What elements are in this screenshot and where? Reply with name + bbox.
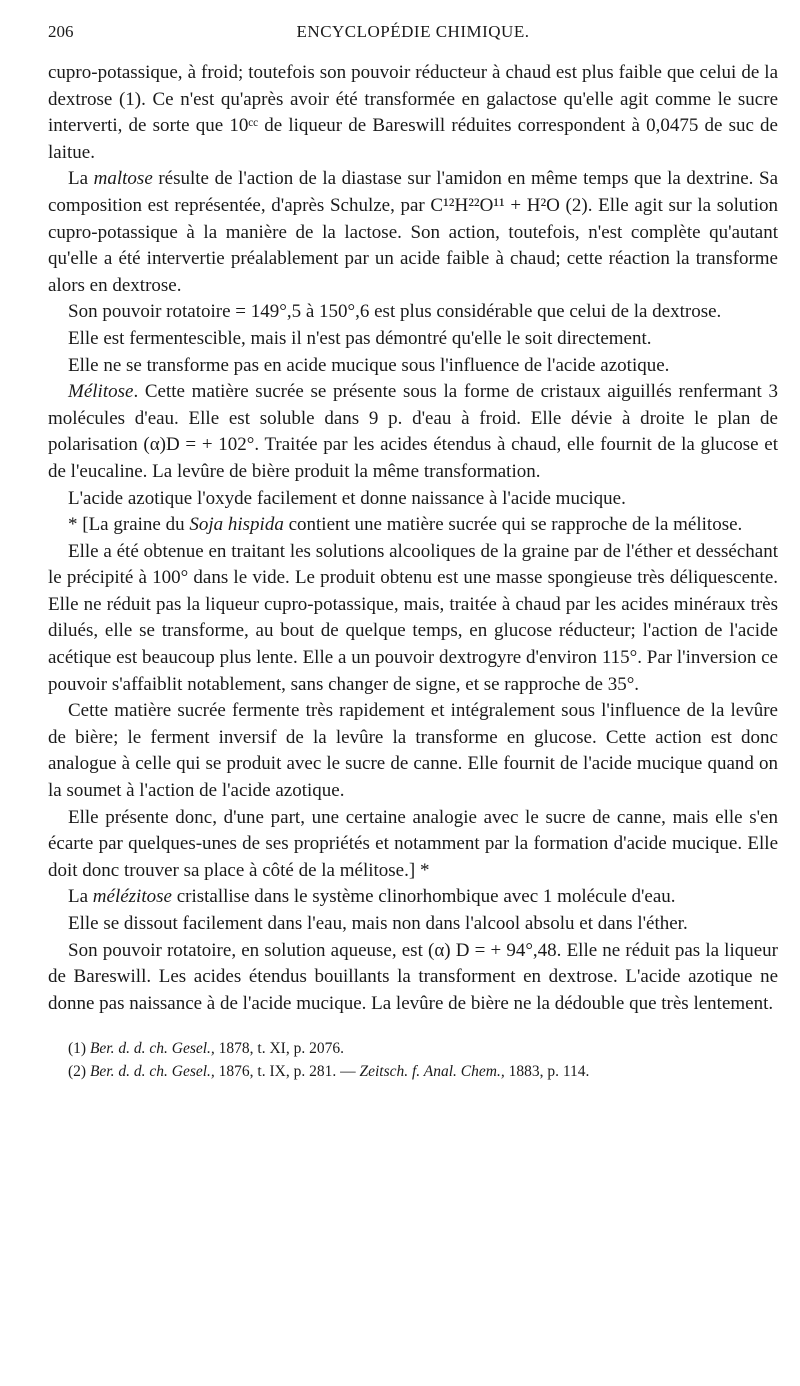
- paragraph: Elle a été obtenue en traitant les solutions alcooliques de la graine par de l'éther et desséchant le précipité à 100° dans le vide. Le produit obtenu est une masse spongieuse très déliquescente. Elle ne réduit pas la liqueur cupro-potassique, mais, traitée à chaud par les acides minéraux très dilués, elle se transforme, au bout de quelque temps, en glucose réducteur; l'action de l'acide acétique est beaucoup plus lente. Elle a un pouvoir dextrogyre d'environ 115°. Par l'inversion ce pouvoir s'affaiblit notablement, sans changer de signe, et se rapproche de 35°.: [48, 540, 778, 695]
- paragraph: Son pouvoir rotatoire = 149°,5 à 150°,6 est plus considérable que celui de la dextrose.: [68, 301, 722, 323]
- body-text: [48, 60, 778, 1083]
- paragraph: Son pouvoir rotatoire, en solution aqueuse, est (α) D = + 94°,48. Elle ne réduit pas la liqueur de Bareswill. Les acides étendus bouillants la transforment en dextrose. L'acide azotique ne donne pas naissance à de l'acide mucique. La levûre de bière ne la dédouble que très lentement.: [48, 939, 778, 1014]
- running-header: [48, 22, 778, 50]
- term-italic: mélézitose: [92, 886, 172, 908]
- footnotes: [48, 1037, 778, 1083]
- paragraph-melitose: Mélitose. Cette matière sucrée se présente sous la forme de cristaux aiguillés renfermant 3 molécules d'eau. Elle est soluble dans 9 p. d'eau à froid. Elle dévie à droite le plan de polarisation (α)D = + 102°. Traitée par les acides étendus à chaud, elle fournit de la glucose et de l'eucaline. La levûre de bière produit la même transformation.: [48, 381, 778, 482]
- paragraph-maltose: La maltose résulte de l'action de la diastase sur l'amidon en même temps que la dextrine. Sa composition est représentée, d'après Schulze, par C¹²H²²O¹¹ + H²O (2). Elle agit sur la solution cupro-potassique à la manière de la lactose. Son action, toutefois, n'est complète qu'autant qu'elle a été intervertie préalablement par un acide faible à chaud; cette réaction la transforme alors en dextrose.: [48, 168, 778, 296]
- paragraph: Elle se dissout facilement dans l'eau, mais non dans l'alcool absolu et dans l'éther.: [68, 913, 688, 934]
- page-number: 206: [48, 22, 74, 41]
- paragraph: Elle ne se transforme pas en acide mucique sous l'influence de l'acide azotique.: [68, 354, 670, 376]
- paragraph: Elle est fermentescible, mais il n'est pas démontré qu'elle le soit directement.: [68, 327, 652, 349]
- term-italic: maltose: [93, 168, 153, 190]
- term-italic: Mélitose: [68, 381, 134, 403]
- paragraph: L'acide azotique l'oxyde facilement et donne naissance à l'acide mucique.: [68, 487, 626, 509]
- paragraph-melezitose: La mélézitose cristallise dans le système clinorhombique avec 1 molécule d'eau.: [68, 886, 676, 908]
- running-title: ENCYCLOPÉDIE CHIMIQUE.: [296, 22, 530, 41]
- footnote-2: (2) Ber. d. d. ch. Gesel., 1876, t. IX, p. 281. — Zeitsch. f. Anal. Chem., 1883, p. 114.: [68, 1063, 590, 1081]
- term-italic: Soja hispida: [189, 514, 284, 536]
- paragraph: cupro-potassique, à froid; toutefois son pouvoir réducteur à chaud est plus faible que celui de la dextrose (1). Ce n'est qu'après avoir été transformée en galactose qu'elle agit comme le sucre interverti, de sorte que 10ᶜᶜ de liqueur de Bareswill réduites correspondent à 0,0475 de suc de laitue.: [48, 62, 778, 163]
- paragraph: Elle présente donc, d'une part, une certaine analogie avec le sucre de canne, mais elle s'en écarte par quelques-unes de ses propriétés et notamment par la formation d'acide mucique. Elle doit donc trouver sa place à côté de la mélitose.] *: [48, 806, 778, 881]
- paragraph: Cette matière sucrée fermente très rapidement et intégralement sous l'influence de la levûre de bière; le ferment inversif de la levûre la transforme en glucose. Cette action est donc analogue à celle qui se produit avec le sucre de canne. Elle fournit de l'acide mucique quand on la soumet à l'action de l'acide azotique.: [48, 700, 778, 802]
- paragraph-soja: * [La graine du Soja hispida contient une matière sucrée qui se rapproche de la mélitose.: [68, 514, 743, 536]
- footnote-1: (1) Ber. d. d. ch. Gesel., 1878, t. XI, p. 2076.: [68, 1040, 344, 1058]
